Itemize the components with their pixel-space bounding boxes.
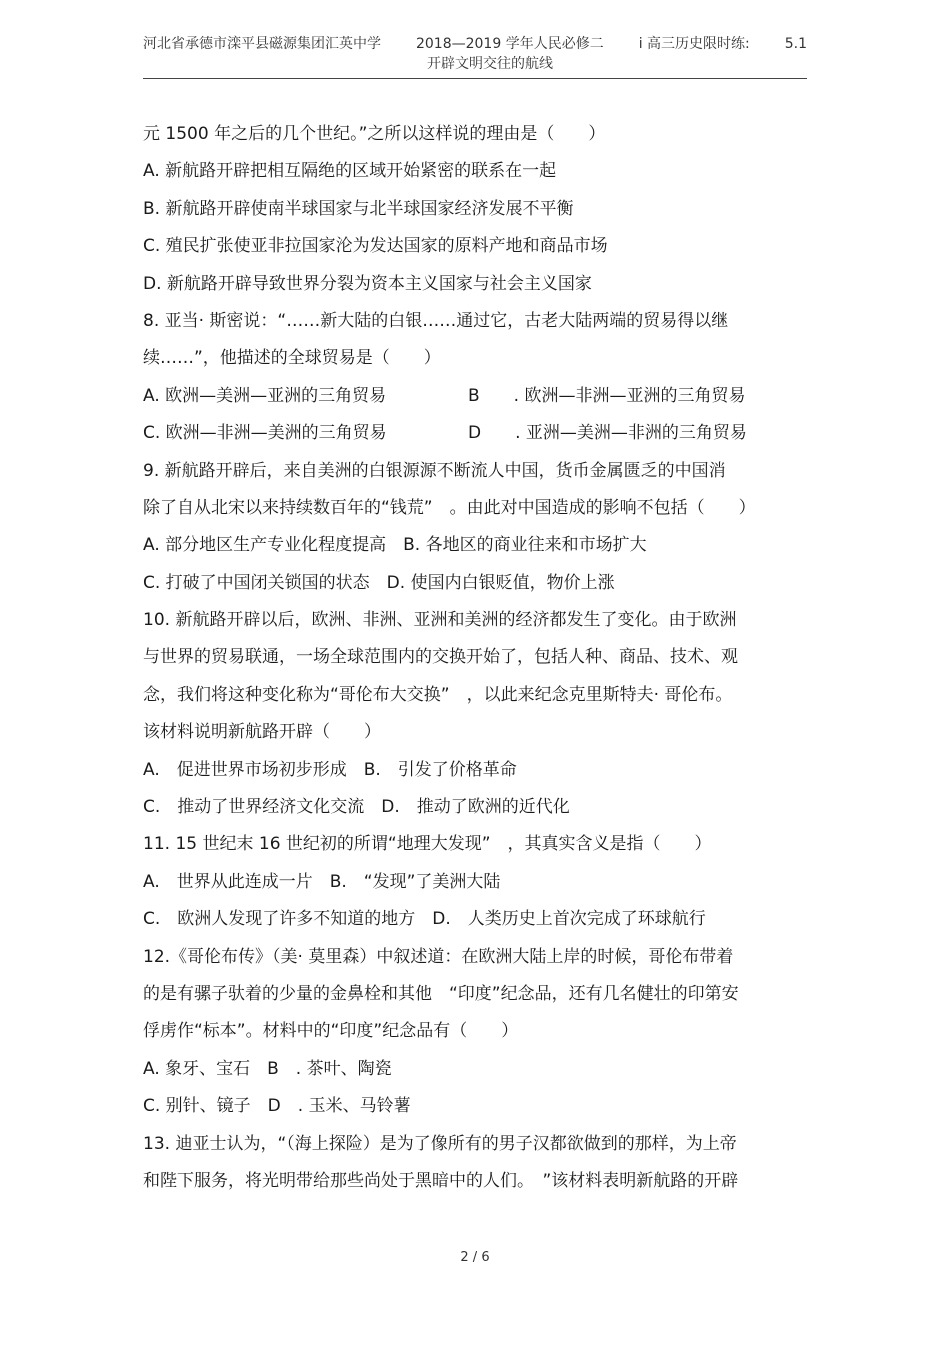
option-left: A. 欧洲—美洲—亚洲的三角贸易: [143, 385, 387, 406]
text-line: B. 新航路开辟使南半球国家与北半球国家经济发展不平衡: [143, 198, 574, 219]
text-line: A. 象牙、宝石 B . 茶叶、陶瓷: [143, 1058, 392, 1079]
option-row: [143, 382, 813, 419]
text-line: 除了自从北宋以来持续数百年的“钱荒” 。由此对中国造成的影响不包括（ ）: [143, 497, 756, 518]
text-line: 12.《哥伦布传》（美· 莫里森）中叙述道：在欧洲大陆上岸的时候，哥伦布带着: [143, 946, 734, 967]
text-line: 与世界的贸易联通，一场全球范围内的交换开始了，包括人种、商品、技术、观: [143, 647, 738, 668]
text-line: 该材料说明新航路开辟（ ）: [143, 722, 381, 743]
text-line: A. 促进世界市场初步形成 B. 引发了价格革命: [143, 759, 517, 780]
text-line: 元 1500 年之后的几个世纪。”之所以这样说的理由是（ ）: [143, 124, 606, 144]
text-line: C. 欧洲人发现了许多不知道的地方 D. 人类历史上首次完成了环球航行: [143, 909, 706, 930]
header-lesson-number: 5.1: [784, 36, 807, 52]
option-left: C. 欧洲—非洲—美洲的三角贸易: [143, 423, 387, 444]
text-line: 8. 亚当· 斯密说：“……新大陆的白银……通过它，古老大陆两端的贸易得以继: [143, 310, 729, 331]
text-line: 9. 新航路开辟后，来自美洲的白银源源不断流人中国，货币金属匮乏的中国消: [143, 460, 726, 481]
text-line: A. 部分地区生产专业化程度提高 B. 各地区的商业往来和市场扩大: [143, 535, 647, 556]
text-line: D. 新航路开辟导致世界分裂为资本主义国家与社会主义国家: [143, 273, 592, 294]
text-line: C. 别针、镜子 D . 玉米、马铃薯: [143, 1096, 411, 1117]
header-course: i 高三历史限时练:: [638, 36, 750, 52]
header-line-1: [143, 34, 807, 54]
text-line: 11. 15 世纪末 16 世纪初的所谓“地理大发现” ，其真实含义是指（ ）: [143, 834, 712, 855]
header-divider: [143, 78, 807, 79]
option-right: B . 欧洲—非洲—亚洲的三角贸易: [468, 385, 746, 406]
header-subtitle: 开辟文明交往的航线: [427, 56, 553, 72]
header-school: 河北省承德市滦平县磁源集团汇英中学: [143, 36, 381, 52]
text-line: C. 推动了世界经济文化交流 D. 推动了欧洲的近代化: [143, 797, 570, 818]
text-line: C. 打破了中国闭关锁国的状态 D. 使国内白银贬值，物价上涨: [143, 572, 615, 593]
option-right: D . 亚洲—美洲—非洲的三角贸易: [468, 423, 747, 444]
text-line: A. 新航路开辟把相互隔绝的区域开始紧密的联系在一起: [143, 161, 557, 182]
text-line: 10. 新航路开辟以后，欧洲、非洲、亚洲和美洲的经济都发生了变化。由于欧洲: [143, 610, 737, 631]
text-line: C. 殖民扩张使亚非拉国家沦为发达国家的原料产地和商品市场: [143, 236, 608, 257]
text-line: 续……”，他描述的全球贸易是（ ）: [143, 348, 441, 369]
text-line: 和陛下服务，将光明带给那些尚处于黑暗中的人们。 ”该材料表明新航路的开辟: [143, 1170, 739, 1191]
option-row: [143, 419, 813, 456]
header-year: 2018—2019 学年人民必修二: [415, 36, 604, 52]
question-content: [143, 120, 813, 1204]
text-line: 的是有骡子驮着的少量的金鼻栓和其他 “印度”纪念品，还有几名健壮的印第安: [143, 983, 739, 1004]
text-line: A. 世界从此连成一片 B. “发现”了美洲大陆: [143, 871, 501, 892]
page-header: [143, 34, 807, 74]
text-line: 念，我们将这种变化称为“哥伦布大交换” ，以此来纪念克里斯特夫· 哥伦布。: [143, 684, 733, 705]
page-number: 2 / 6: [460, 1250, 490, 1265]
text-line: 俘虏作“标本”。材料中的“印度”纪念品有（ ）: [143, 1021, 519, 1042]
text-line: 13. 迪亚士认为，“（海上探险）是为了像所有的男子汉都欲做到的那样，为上帝: [143, 1133, 737, 1154]
